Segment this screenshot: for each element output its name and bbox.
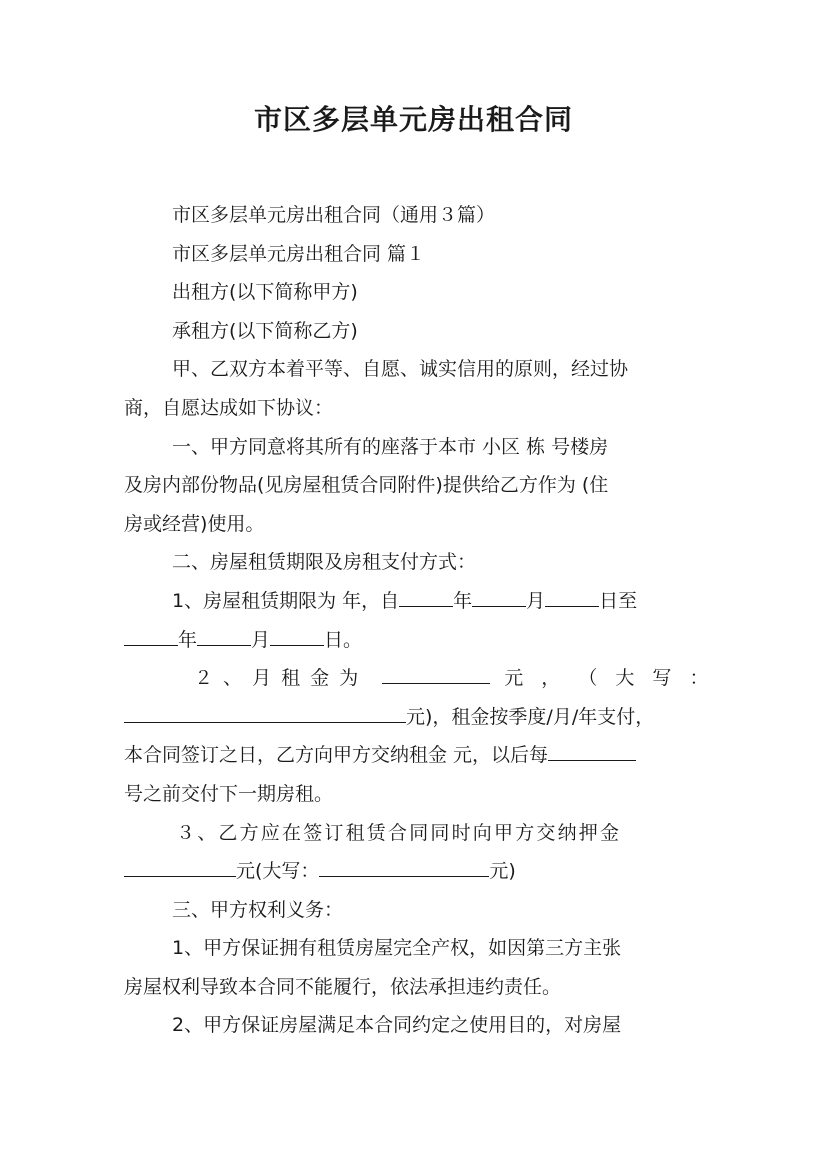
blank-field [124,625,178,646]
blank-field [472,586,526,607]
text-fragment: 本合同签订之日，乙方向甲方交纳租金 元，以后每 [124,744,549,767]
paragraph-line: 及房内部份物品(见房屋租赁合同附件)提供给乙方作为 (住 [124,474,609,497]
document-title: 市区多层单元房出租合同 [253,103,573,136]
blank-field [545,586,599,607]
blank-field [197,625,251,646]
text-fragment: 日。 [324,628,363,651]
text-fragment: 年 [453,589,473,612]
paragraph-line: 1、甲方保证拥有租赁房屋完全产权，如因第三方主张 [172,937,622,960]
text-fragment: 元(大写： [236,860,320,883]
text-fragment: ２ 、 月 租 金 为 [194,667,359,690]
document-body [124,196,713,1045]
blank-field [319,856,489,877]
paragraph-line: 房或经营)使用。 [124,512,265,535]
lease-period-line [124,582,704,621]
paragraph-line: 市区多层单元房出租合同 篇１ [172,242,426,265]
text-fragment: 1、房屋租赁期限为 年，自 [172,589,400,612]
paragraph-line: 三、甲方权利义务： [172,898,344,921]
paragraph-line: 商，自愿达成如下协议： [124,396,334,419]
blank-field [270,625,324,646]
text-fragment: 元) [489,860,516,883]
paragraph-line: 2、甲方保证房屋满足本合同约定之使用目的，对房屋 [172,1014,622,1037]
monthly-rent-line [124,698,704,737]
paragraph-line: 二、房屋租赁期限及房租支付方式： [172,551,477,574]
paragraph-line: 出租方(以下简称甲方) [172,281,358,304]
paragraph-line: 房屋权利导致本合同不能履行，依法承担违约责任。 [124,975,562,998]
text-fragment: 月 [251,628,271,651]
blank-field [124,702,406,723]
monthly-rent-line [124,736,704,775]
paragraph-line: 一、甲方同意将其所有的座落于本市 小区 栋 号楼房 [172,435,609,458]
lease-period-line [124,621,704,660]
paragraph-line: 市区多层单元房出租合同（通用３篇） [172,204,496,226]
deposit-line [124,852,704,891]
text-fragment: 日至 [599,589,638,612]
text-fragment: 月 [526,589,546,612]
blank-field [399,586,453,607]
monthly-rent-line [124,659,713,698]
paragraph-line: 甲、乙双方本着平等、自愿、诚实信用的原则，经过协 [172,358,629,381]
paragraph-line: 号之前交付下一期房租。 [124,782,334,805]
text-fragment: 元)，租金按季度/月/年支付， [406,705,655,728]
blank-field [382,663,490,684]
text-fragment: 元 ， （ 大 写 ： [504,667,713,690]
text-fragment: 年 [178,628,198,651]
blank-field [124,856,236,877]
blank-field [548,740,636,761]
paragraph-line: 承租方(以下简称乙方) [172,319,358,342]
paragraph-line: ３、乙方应在签订租赁合同同时向甲方交纳押金 [176,821,622,844]
